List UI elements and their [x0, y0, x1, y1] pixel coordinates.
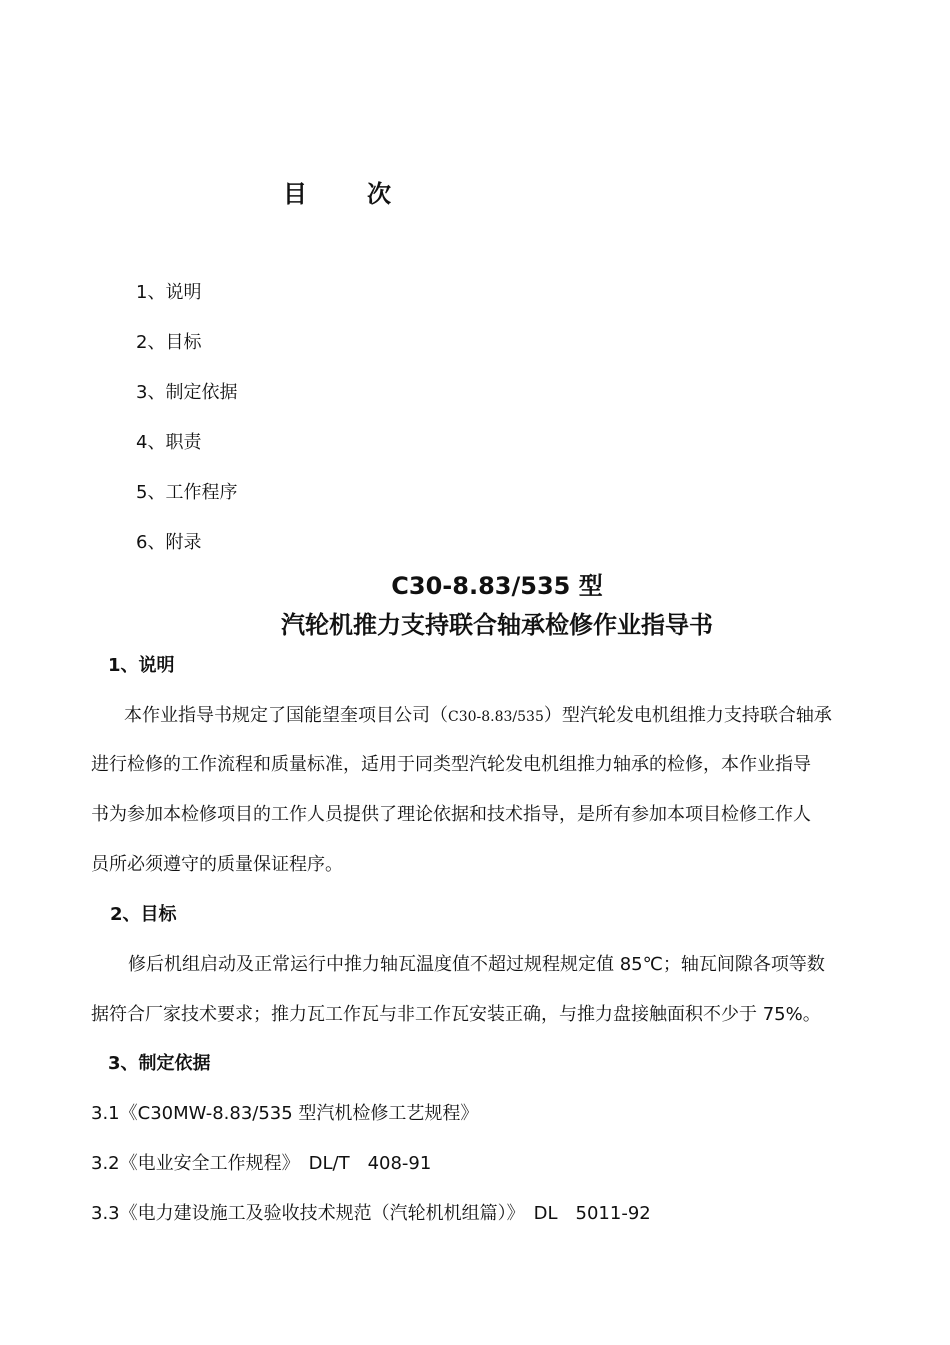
reference-item: 3.3《电力建设施工及验收技术规范（汽轮机机组篇）》 DL 5011-92 — [91, 1203, 651, 1224]
section-1-line: 书为参加本检修项目的工作人员提供了理论依据和技术指导，是所有参加本项目检修工作人 — [91, 804, 811, 825]
reference-item: 3.2《电业安全工作规程》 DL/T 408-91 — [91, 1153, 432, 1174]
section-2-heading: 2、目标 — [110, 904, 177, 925]
section-2-line: 修后机组启动及正常运行中推力轴瓦温度值不超过规程规定值 85℃；轴瓦间隙各项等数 — [128, 954, 825, 975]
toc-item: 1、说明 — [136, 282, 202, 303]
toc-title-left: 目 — [283, 180, 307, 208]
toc-item: 6、附录 — [136, 532, 202, 553]
section-3-heading: 3、制定依据 — [108, 1053, 211, 1074]
doc-title-line2: 汽轮机推力支持联合轴承检修作业指导书 — [281, 611, 713, 639]
toc-title-right: 次 — [367, 180, 391, 208]
toc-title — [283, 174, 391, 209]
toc-item: 5、工作程序 — [136, 482, 238, 503]
section-1-line: 本作业指导书规定了国能望奎项目公司（C30-8.83/535）型汽轮发电机组推力支持联合轴承 — [124, 705, 832, 726]
section-1-heading: 1、说明 — [108, 655, 175, 676]
toc-item: 2、目标 — [136, 332, 202, 353]
section-1-line: 员所必须遵守的质量保证程序。 — [91, 854, 343, 875]
section-1-line: 进行检修的工作流程和质量标准，适用于同类型汽轮发电机组推力轴承的检修，本作业指导 — [91, 754, 811, 775]
section-2-line: 据符合厂家技术要求；推力瓦工作瓦与非工作瓦安装正确，与推力盘接触面积不少于 75%。 — [91, 1004, 821, 1025]
doc-title-line1: C30-8.83/535 型 — [391, 572, 603, 600]
toc-item: 4、职责 — [136, 432, 202, 453]
reference-item: 3.1《C30MW-8.83/535 型汽机检修工艺规程》 — [91, 1103, 479, 1124]
toc-item: 3、制定依据 — [136, 382, 238, 403]
